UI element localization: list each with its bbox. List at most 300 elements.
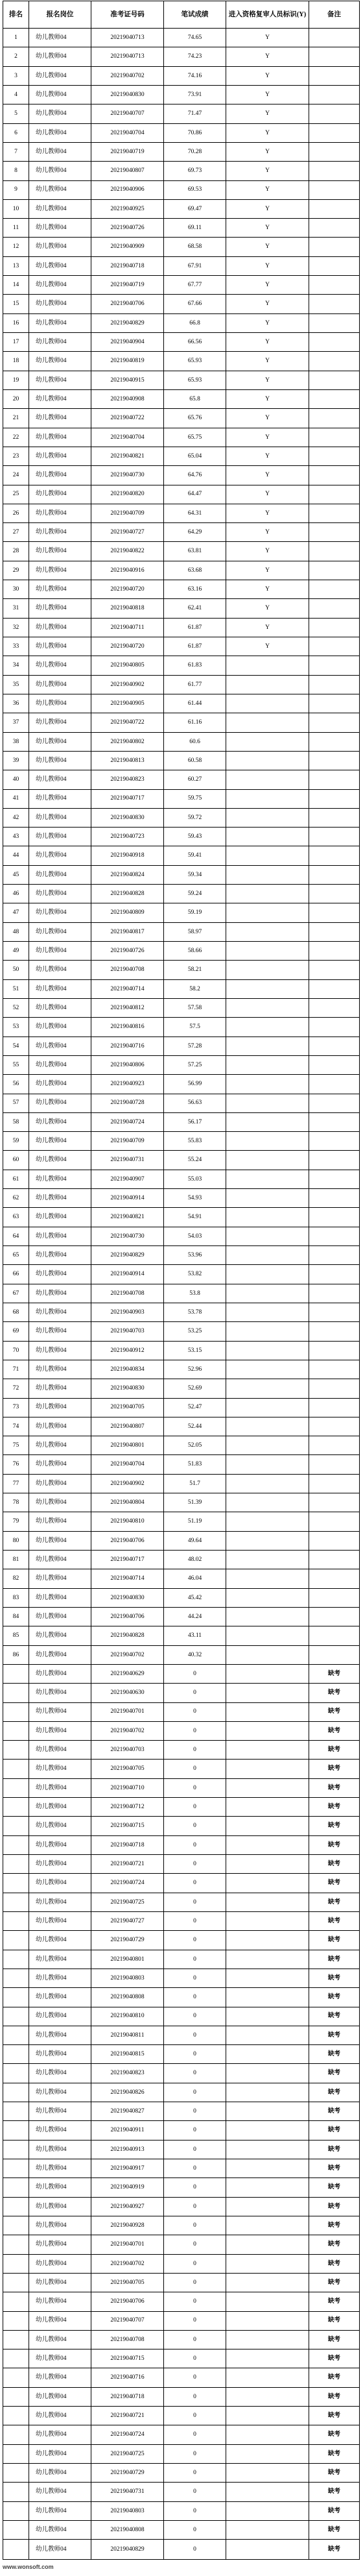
table-row (3, 1284, 360, 1303)
header-written-score: 笔试成绩 (164, 1, 226, 29)
rank-cell: 82 (3, 1569, 29, 1588)
score-cell: 59.43 (164, 828, 226, 846)
score-cell: 53.96 (164, 1246, 226, 1265)
review-flag-cell (226, 2159, 309, 2178)
remark-cell: 缺考 (309, 2121, 360, 2140)
ticket-number-cell: 20219040701 (91, 1702, 164, 1721)
table-row (3, 1778, 360, 1797)
remark-cell (309, 1284, 360, 1303)
position-cell: 幼儿教师04 (29, 1931, 91, 1950)
ticket-number-cell: 20219040810 (91, 1512, 164, 1531)
review-flag-cell (226, 2064, 309, 2083)
remark-cell (309, 238, 360, 256)
score-cell: 53.8 (164, 1284, 226, 1303)
remark-cell (309, 466, 360, 485)
review-flag-cell: Y (226, 104, 309, 123)
ticket-number-cell: 20219040707 (91, 104, 164, 123)
score-cell: 64.31 (164, 504, 226, 522)
score-cell: 51.83 (164, 1455, 226, 1474)
score-cell: 64.29 (164, 523, 226, 542)
ticket-number-cell: 20219040829 (91, 1246, 164, 1265)
position-cell: 幼儿教师04 (29, 2121, 91, 2140)
review-flag-cell: Y (226, 599, 309, 618)
score-cell: 63.81 (164, 542, 226, 561)
remark-cell: 缺考 (309, 2102, 360, 2121)
review-flag-cell (226, 751, 309, 770)
score-cell: 55.24 (164, 1151, 226, 1170)
remark-cell (309, 162, 360, 180)
review-flag-cell (226, 1284, 309, 1303)
score-cell: 65.75 (164, 428, 226, 447)
score-cell: 61.87 (164, 618, 226, 637)
position-cell: 幼儿教师04 (29, 1741, 91, 1760)
table-row (3, 2520, 360, 2539)
rank-cell: 79 (3, 1512, 29, 1531)
rank-cell (3, 2159, 29, 2178)
ticket-number-cell: 20219040731 (91, 1151, 164, 1170)
review-flag-cell (226, 1246, 309, 1265)
remark-cell: 缺考 (309, 2425, 360, 2444)
rank-cell (3, 2140, 29, 2159)
rank-cell: 24 (3, 466, 29, 485)
table-row (3, 1911, 360, 1930)
remark-cell: 缺考 (309, 2140, 360, 2159)
position-cell: 幼儿教师04 (29, 1626, 91, 1645)
review-flag-cell (226, 2083, 309, 2102)
position-cell: 幼儿教师04 (29, 1911, 91, 1930)
rank-cell (3, 1911, 29, 1930)
review-flag-cell: Y (226, 352, 309, 371)
rank-cell (3, 2368, 29, 2387)
table-row (3, 2064, 360, 2083)
table-row (3, 713, 360, 732)
position-cell: 幼儿教师04 (29, 1645, 91, 1664)
score-cell: 59.75 (164, 789, 226, 808)
remark-cell (309, 1360, 360, 1379)
ticket-number-cell: 20219040806 (91, 1055, 164, 1074)
position-cell: 幼儿教师04 (29, 2368, 91, 2387)
position-cell: 幼儿教师04 (29, 2311, 91, 2330)
ticket-number-cell: 20219040913 (91, 2140, 164, 2159)
ticket-number-cell: 20219040709 (91, 1132, 164, 1151)
remark-cell: 缺考 (309, 2235, 360, 2254)
review-flag-cell (226, 656, 309, 675)
table-row (3, 961, 360, 979)
rank-cell: 83 (3, 1588, 29, 1607)
position-cell: 幼儿教师04 (29, 219, 91, 238)
ticket-number-cell: 20219040729 (91, 1931, 164, 1950)
rank-cell: 81 (3, 1551, 29, 1569)
remark-cell (309, 104, 360, 123)
score-cell: 59.19 (164, 903, 226, 922)
position-cell: 幼儿教师04 (29, 1988, 91, 2007)
position-cell: 幼儿教师04 (29, 1151, 91, 1170)
rank-cell (3, 2349, 29, 2368)
ticket-number-cell: 20219040710 (91, 1778, 164, 1797)
ticket-number-cell: 20219040816 (91, 1018, 164, 1037)
table-row (3, 694, 360, 713)
rank-cell (3, 2501, 29, 2520)
score-cell: 67.91 (164, 256, 226, 275)
remark-cell (309, 998, 360, 1017)
position-cell: 幼儿教师04 (29, 199, 91, 218)
ticket-number-cell: 20219040702 (91, 2254, 164, 2273)
table-row (3, 29, 360, 47)
table-row (3, 523, 360, 542)
remark-cell (309, 66, 360, 85)
rank-cell (3, 1931, 29, 1950)
table-row (3, 1874, 360, 1893)
remark-cell: 缺考 (309, 1988, 360, 2007)
score-cell: 58.2 (164, 979, 226, 998)
review-flag-cell (226, 1018, 309, 1037)
review-flag-cell (226, 1170, 309, 1188)
score-cell: 54.91 (164, 1208, 226, 1227)
table-row (3, 313, 360, 332)
ticket-number-cell: 20219040725 (91, 1893, 164, 1911)
remark-cell (309, 180, 360, 199)
remark-cell (309, 789, 360, 808)
table-row (3, 1569, 360, 1588)
position-cell: 幼儿教师04 (29, 865, 91, 884)
table-row (3, 1189, 360, 1208)
review-flag-cell: Y (226, 389, 309, 408)
score-cell: 63.68 (164, 561, 226, 580)
ticket-number-cell: 20219040705 (91, 1760, 164, 1778)
remark-cell (309, 1246, 360, 1265)
site-watermark: www.wonsoft.com (3, 2564, 54, 2570)
table-row (3, 2140, 360, 2159)
remark-cell (309, 618, 360, 637)
review-flag-cell (226, 2235, 309, 2254)
position-cell: 幼儿教师04 (29, 238, 91, 256)
rank-cell: 5 (3, 104, 29, 123)
review-flag-cell (226, 1702, 309, 1721)
table-row (3, 2464, 360, 2483)
table-row (3, 2349, 360, 2368)
position-cell: 幼儿教师04 (29, 979, 91, 998)
review-flag-cell (226, 1969, 309, 1987)
remark-cell (309, 29, 360, 47)
position-cell: 幼儿教师04 (29, 1094, 91, 1112)
remark-cell (309, 675, 360, 694)
rank-cell (3, 2216, 29, 2235)
rank-cell: 74 (3, 1417, 29, 1436)
table-row (3, 1303, 360, 1321)
remark-cell (309, 333, 360, 352)
ticket-number-cell: 20219040711 (91, 618, 164, 637)
position-cell: 幼儿教师04 (29, 104, 91, 123)
rank-cell (3, 2197, 29, 2216)
remark-cell (309, 1132, 360, 1151)
table-row (3, 1208, 360, 1227)
ticket-number-cell: 20219040725 (91, 2444, 164, 2463)
table-row (3, 618, 360, 637)
rank-cell: 2 (3, 47, 29, 66)
review-flag-cell: Y (226, 29, 309, 47)
score-cell: 53.15 (164, 1341, 226, 1360)
rank-cell: 31 (3, 599, 29, 618)
table-row (3, 1436, 360, 1455)
position-cell: 幼儿教师04 (29, 2501, 91, 2520)
score-cell: 0 (164, 2026, 226, 2044)
ticket-number-cell: 20219040810 (91, 2007, 164, 2026)
remark-cell (309, 219, 360, 238)
table-row (3, 942, 360, 961)
remark-cell (309, 1341, 360, 1360)
table-row (3, 1798, 360, 1817)
remark-cell (309, 961, 360, 979)
rank-cell: 8 (3, 162, 29, 180)
remark-cell: 缺考 (309, 2273, 360, 2292)
position-cell: 幼儿教师04 (29, 142, 91, 161)
ticket-number-cell: 20219040715 (91, 1817, 164, 1835)
rank-cell: 14 (3, 276, 29, 295)
table-row (3, 1075, 360, 1094)
rank-cell: 33 (3, 637, 29, 656)
review-flag-cell (226, 865, 309, 884)
position-cell: 幼儿教师04 (29, 123, 91, 142)
score-cell: 0 (164, 2501, 226, 2520)
review-flag-cell (226, 1341, 309, 1360)
rank-cell: 72 (3, 1379, 29, 1398)
remark-cell: 缺考 (309, 2387, 360, 2406)
table-row (3, 846, 360, 865)
review-flag-cell (226, 1474, 309, 1493)
rank-cell: 44 (3, 846, 29, 865)
rank-cell (3, 1684, 29, 1702)
position-cell: 幼儿教师04 (29, 1303, 91, 1321)
review-flag-cell: Y (226, 180, 309, 199)
review-flag-cell (226, 1741, 309, 1760)
score-cell: 59.24 (164, 885, 226, 903)
rank-cell: 54 (3, 1037, 29, 1055)
table-row (3, 1893, 360, 1911)
remark-cell: 缺考 (309, 1950, 360, 1969)
score-cell: 60.58 (164, 751, 226, 770)
review-flag-cell (226, 1493, 309, 1512)
position-cell: 幼儿教师04 (29, 1112, 91, 1131)
ticket-number-cell: 20219040809 (91, 903, 164, 922)
remark-cell (309, 276, 360, 295)
position-cell: 幼儿教师04 (29, 1189, 91, 1208)
ticket-number-cell: 20219040721 (91, 2407, 164, 2425)
rank-cell (3, 2273, 29, 2292)
score-cell: 0 (164, 2330, 226, 2349)
table-row (3, 922, 360, 941)
score-cell: 0 (164, 1721, 226, 1740)
review-flag-cell (226, 961, 309, 979)
review-flag-cell: Y (226, 409, 309, 428)
table-row (3, 1664, 360, 1683)
position-cell: 幼儿教师04 (29, 2159, 91, 2178)
position-cell: 幼儿教师04 (29, 1874, 91, 1893)
remark-cell (309, 1208, 360, 1227)
score-cell: 0 (164, 1893, 226, 1911)
score-cell: 0 (164, 1911, 226, 1930)
table-row (3, 485, 360, 504)
review-flag-cell (226, 1455, 309, 1474)
ticket-number-cell: 20219040829 (91, 2540, 164, 2560)
ticket-number-cell: 20219040817 (91, 922, 164, 941)
score-cell: 0 (164, 2083, 226, 2102)
review-flag-cell (226, 1531, 309, 1550)
score-cell: 73.91 (164, 85, 226, 104)
header-position: 报名岗位 (29, 1, 91, 29)
table-row (3, 2292, 360, 2311)
table-row (3, 1094, 360, 1112)
ticket-number-cell: 20219040820 (91, 485, 164, 504)
ticket-number-cell: 20219040904 (91, 333, 164, 352)
table-row (3, 828, 360, 846)
ticket-number-cell: 20219040730 (91, 1227, 164, 1245)
ticket-number-cell: 20219040918 (91, 846, 164, 865)
ticket-number-cell: 20219040712 (91, 1798, 164, 1817)
review-flag-cell (226, 1721, 309, 1740)
position-cell: 幼儿教师04 (29, 66, 91, 85)
score-cell: 0 (164, 2349, 226, 2368)
score-cell: 0 (164, 2197, 226, 2216)
table-row (3, 1398, 360, 1417)
rank-cell (3, 2387, 29, 2406)
ticket-number-cell: 20219040720 (91, 580, 164, 599)
rank-cell: 70 (3, 1341, 29, 1360)
rank-cell (3, 2292, 29, 2311)
score-cell: 53.25 (164, 1322, 226, 1341)
position-cell: 幼儿教师04 (29, 1855, 91, 1874)
rank-cell: 80 (3, 1531, 29, 1550)
exam-results-table (3, 1, 360, 2560)
review-flag-cell (226, 2349, 309, 2368)
position-cell: 幼儿教师04 (29, 180, 91, 199)
position-cell: 幼儿教师04 (29, 371, 91, 389)
review-flag-cell (226, 1931, 309, 1950)
remark-cell: 缺考 (309, 1855, 360, 1874)
score-cell: 0 (164, 1702, 226, 1721)
review-flag-cell (226, 828, 309, 846)
score-cell: 52.44 (164, 1417, 226, 1436)
score-cell: 0 (164, 1778, 226, 1797)
rank-cell: 16 (3, 313, 29, 332)
score-cell: 0 (164, 1931, 226, 1950)
ticket-number-cell: 20219040912 (91, 1341, 164, 1360)
score-cell: 74.23 (164, 47, 226, 66)
review-flag-cell (226, 2520, 309, 2539)
score-cell: 52.96 (164, 1360, 226, 1379)
table-row (3, 123, 360, 142)
rank-cell: 38 (3, 732, 29, 751)
rank-cell: 85 (3, 1626, 29, 1645)
table-row (3, 1170, 360, 1188)
position-cell: 幼儿教师04 (29, 2235, 91, 2254)
remark-cell: 缺考 (309, 1817, 360, 1835)
position-cell: 幼儿教师04 (29, 1265, 91, 1284)
rank-cell (3, 2540, 29, 2560)
remark-cell (309, 637, 360, 656)
ticket-number-cell: 20219040706 (91, 2292, 164, 2311)
review-flag-cell: Y (226, 561, 309, 580)
table-row (3, 333, 360, 352)
review-flag-cell: Y (226, 580, 309, 599)
table-row (3, 2501, 360, 2520)
ticket-number-cell: 20219040805 (91, 656, 164, 675)
table-row (3, 1684, 360, 1702)
position-cell: 幼儿教师04 (29, 295, 91, 313)
position-cell: 幼儿教师04 (29, 2444, 91, 2463)
ticket-number-cell: 20219040925 (91, 199, 164, 218)
review-flag-cell (226, 2387, 309, 2406)
remark-cell (309, 1626, 360, 1645)
table-row (3, 656, 360, 675)
table-row (3, 180, 360, 199)
table-row (3, 47, 360, 66)
rank-cell (3, 2102, 29, 2121)
review-flag-cell (226, 789, 309, 808)
score-cell: 0 (164, 2159, 226, 2178)
ticket-number-cell: 20219040701 (91, 2235, 164, 2254)
table-row (3, 1055, 360, 1074)
score-cell: 49.64 (164, 1531, 226, 1550)
rank-cell: 45 (3, 865, 29, 884)
score-cell: 59.41 (164, 846, 226, 865)
score-cell: 61.87 (164, 637, 226, 656)
rank-cell: 53 (3, 1018, 29, 1037)
remark-cell: 缺考 (309, 2368, 360, 2387)
score-cell: 69.47 (164, 199, 226, 218)
rank-cell (3, 2121, 29, 2140)
table-row (3, 389, 360, 408)
remark-cell: 缺考 (309, 1835, 360, 1854)
ticket-number-cell: 20219040829 (91, 313, 164, 332)
score-cell: 0 (164, 2483, 226, 2501)
table-row (3, 1988, 360, 2007)
position-cell: 幼儿教师04 (29, 961, 91, 979)
rank-cell: 84 (3, 1607, 29, 1626)
remark-cell (309, 295, 360, 313)
rank-cell: 34 (3, 656, 29, 675)
score-cell: 0 (164, 2520, 226, 2539)
ticket-number-cell: 20219040823 (91, 770, 164, 789)
table-row (3, 770, 360, 789)
remark-cell: 缺考 (309, 1778, 360, 1797)
table-row (3, 219, 360, 238)
review-flag-cell (226, 1588, 309, 1607)
table-row (3, 256, 360, 275)
ticket-number-cell: 20219040715 (91, 2349, 164, 2368)
remark-cell (309, 885, 360, 903)
ticket-number-cell: 20219040902 (91, 1474, 164, 1493)
ticket-number-cell: 20219040727 (91, 1911, 164, 1930)
remark-cell (309, 1531, 360, 1550)
table-row (3, 1626, 360, 1645)
review-flag-cell (226, 2216, 309, 2235)
score-cell: 70.86 (164, 123, 226, 142)
position-cell: 幼儿教师04 (29, 2520, 91, 2539)
position-cell: 幼儿教师04 (29, 1170, 91, 1188)
review-flag-cell: Y (226, 123, 309, 142)
table-row (3, 1741, 360, 1760)
remark-cell: 缺考 (309, 1798, 360, 1817)
remark-cell (309, 1493, 360, 1512)
table-row (3, 1551, 360, 1569)
ticket-number-cell: 20219040902 (91, 675, 164, 694)
ticket-number-cell: 20219040726 (91, 942, 164, 961)
review-flag-cell (226, 979, 309, 998)
score-cell: 61.77 (164, 675, 226, 694)
remark-cell (309, 123, 360, 142)
remark-cell (309, 1474, 360, 1493)
score-cell: 0 (164, 1664, 226, 1683)
